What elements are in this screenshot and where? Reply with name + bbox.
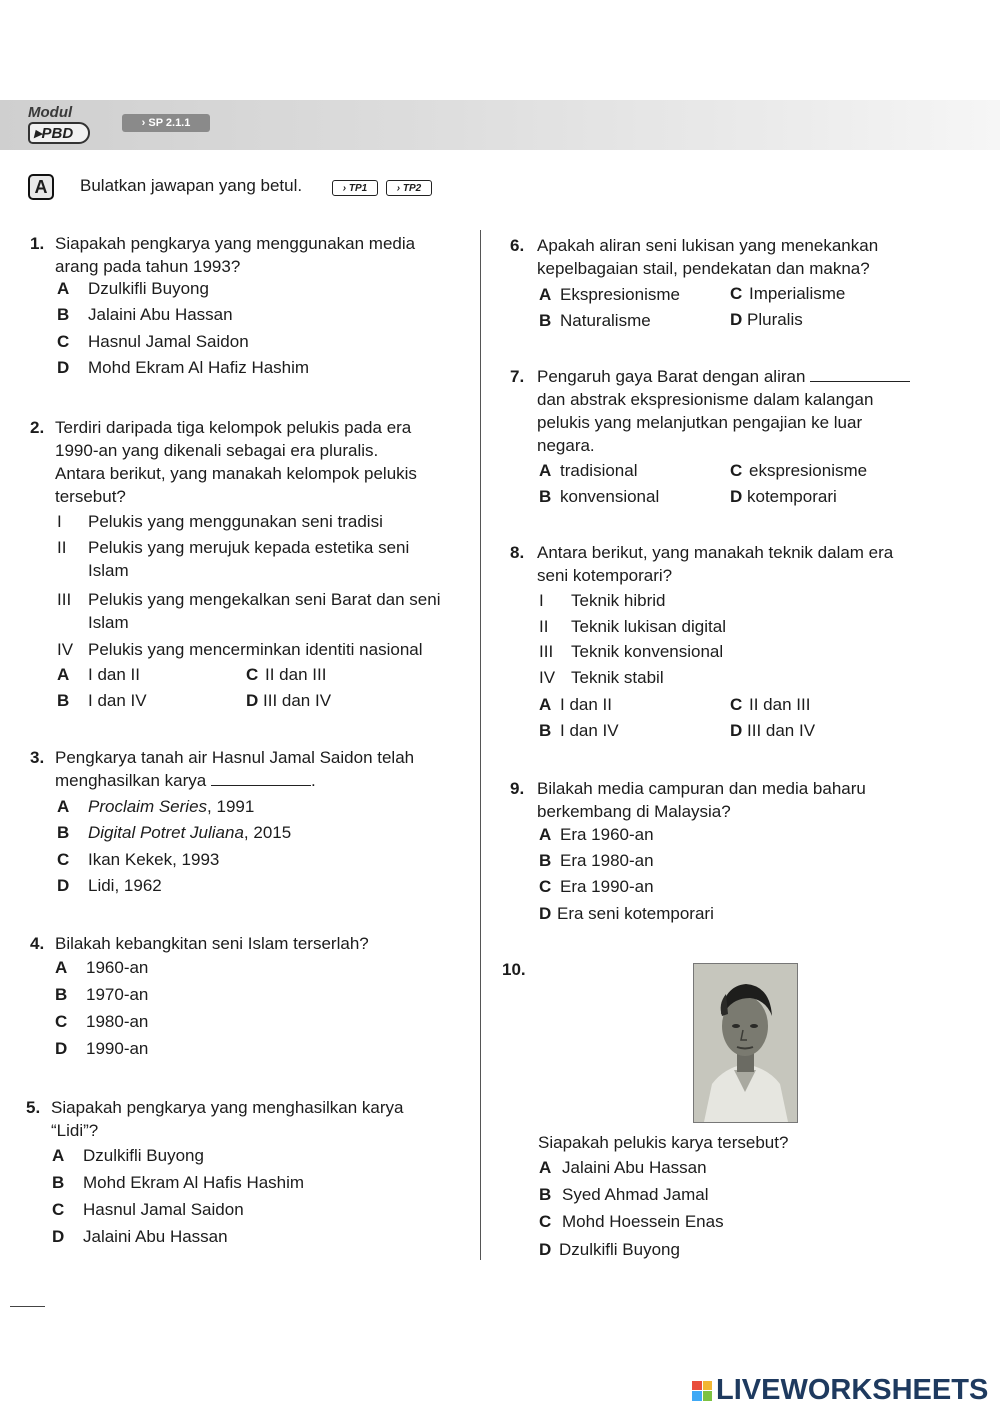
modul-label: Modul [28, 104, 73, 121]
q2-statement-3 [57, 590, 441, 632]
q9-text-line1: Bilakah media campuran dan media baharu [537, 779, 866, 798]
option-letter: C [539, 1212, 552, 1231]
option-text: Hasnul Jamal Saidon [83, 1200, 244, 1219]
q7-text-line4: negara. [537, 436, 595, 455]
option-letter: C [55, 1012, 68, 1031]
option-letter: D [55, 1039, 68, 1058]
q10-text-line1: Siapakah pelukis karya tersebut? [538, 1133, 789, 1152]
q2-number: 2. [30, 418, 45, 437]
option-text: Ekspresionisme [560, 285, 680, 304]
section-letter: A [28, 174, 54, 200]
statement-text: Pelukis yang menggunakan seni tradisi [88, 512, 383, 531]
option-text: Mohd Hoessein Enas [562, 1212, 724, 1231]
statement-text: Islam [88, 613, 129, 632]
option-letter: D [246, 691, 259, 710]
option-letter: B [57, 823, 70, 842]
liveworksheets-icon [692, 1381, 712, 1401]
option-letter: A [52, 1146, 65, 1165]
q2-statement-2 [57, 538, 463, 580]
option-letter: B [57, 305, 70, 324]
roman-numeral: IV [539, 668, 556, 687]
option-letter: A [539, 285, 552, 304]
option-text: Digital Potret Juliana [88, 823, 244, 842]
q2-text-line4: tersebut? [55, 487, 126, 506]
question-5 [26, 1096, 466, 1146]
option-text: tradisional [560, 461, 638, 480]
q1-option-c[interactable] [57, 332, 249, 352]
statement-text: Pelukis yang merujuk kepada estetika seni [88, 538, 410, 557]
option-letter: D [539, 904, 552, 923]
q4-number: 4. [30, 934, 45, 953]
option-letter: A [57, 797, 70, 816]
option-letter: B [539, 487, 552, 506]
q1-text-line2: arang pada tahun 1993? [55, 257, 241, 276]
option-letter: D [730, 310, 743, 329]
option-text: Jalaini Abu Hassan [88, 305, 233, 324]
liveworksheets-logo[interactable] [692, 1374, 988, 1407]
footer-rule [10, 1306, 45, 1307]
q3-text-line1: Pengkarya tanah air Hasnul Jamal Saidon telah [55, 748, 415, 767]
pbd-badge: ▸ PBD [28, 122, 90, 144]
q4-option-c[interactable] [55, 1012, 148, 1032]
q8-text-line1: Antara berikut, yang manakah teknik dalam era [537, 543, 894, 562]
q3-option-b[interactable] [57, 823, 291, 843]
q1-option-b[interactable] [57, 305, 233, 325]
option-text: ekspresionisme [749, 461, 868, 480]
q3-blank [211, 785, 311, 786]
q10-option-d[interactable] [539, 1240, 680, 1260]
q6-option-c[interactable] [730, 284, 845, 304]
q6-text-line2: kepelbagaian stail, pendekatan dan makna? [537, 259, 870, 278]
q7-option-b[interactable] [539, 487, 659, 507]
q2-text-line2: 1990-an yang dikenali sebagai era pluralis. [55, 441, 379, 460]
question-2 [30, 416, 470, 512]
option-text: Era seni kotemporari [557, 904, 714, 923]
instruction: Bulatkan jawapan yang betul. [80, 176, 303, 195]
sp-code: SP 2.1.1 [148, 117, 191, 129]
q8-option-a[interactable] [539, 695, 612, 715]
option-letter: D [57, 876, 70, 895]
option-text: Mohd Ekram Al Hafiz Hashim [88, 358, 310, 377]
option-text: Imperialisme [749, 284, 846, 303]
q10-option-a[interactable] [539, 1158, 707, 1178]
question-1 [30, 232, 470, 282]
q8-text-line2: seni kotemporari? [537, 566, 673, 585]
option-letter: C [730, 284, 743, 303]
option-letter: B [539, 721, 552, 740]
option-letter: D [52, 1227, 65, 1246]
statement-text: Teknik stabil [571, 668, 664, 687]
q5-number: 5. [26, 1098, 41, 1117]
q8-statement-4 [539, 668, 664, 688]
q10-number: 10. [502, 960, 526, 979]
option-letter: B [539, 1185, 552, 1204]
option-text: 1970-an [86, 985, 149, 1004]
option-text: Ikan Kekek, 1993 [88, 850, 220, 869]
option-text: II dan III [749, 695, 811, 714]
option-text: Proclaim Series [88, 797, 208, 816]
option-text: Syed Ahmad Jamal [562, 1185, 709, 1204]
option-letter: C [57, 332, 70, 351]
option-text: Era 1960-an [560, 825, 654, 844]
option-letter: C [730, 695, 743, 714]
option-letter: B [539, 311, 552, 330]
q3-number: 3. [30, 748, 45, 767]
option-text: Mohd Ekram Al Hafis Hashim [83, 1173, 305, 1192]
option-letter: D [730, 721, 743, 740]
q5-option-b[interactable] [52, 1173, 304, 1193]
q6-option-a[interactable] [539, 285, 680, 305]
roman-numeral: III [57, 590, 72, 609]
option-text: Dzulkifli Buyong [559, 1240, 680, 1259]
question-9 [510, 777, 955, 827]
question-7 [510, 365, 955, 461]
liveworksheets-text: LIVEWORKSHEETS [716, 1374, 989, 1406]
option-text-year: , 2015 [243, 823, 292, 842]
q10-option-b[interactable] [539, 1185, 708, 1205]
statement-text: Teknik konvensional [571, 642, 724, 661]
option-letter: C [539, 877, 552, 896]
q1-text-line1: Siapakah pengkarya yang menggunakan media [55, 234, 416, 253]
q4-option-b[interactable] [55, 985, 148, 1005]
option-text: konvensional [560, 487, 660, 506]
q6-option-b[interactable] [539, 311, 651, 331]
q9-option-d[interactable] [539, 904, 714, 924]
option-text: Naturalisme [560, 311, 651, 330]
option-letter: A [539, 461, 552, 480]
q9-option-a[interactable] [539, 825, 654, 845]
option-letter: A [55, 958, 68, 977]
q7-option-c[interactable] [730, 461, 867, 481]
option-text: III dan IV [263, 691, 332, 710]
option-text: Era 1980-an [560, 851, 654, 870]
option-letter: D [539, 1240, 552, 1259]
question-3: 3. Pengkarya tanah air Hasnul Jamal Saidon telah menghasilkan karya . [30, 748, 415, 790]
option-text-year: , 1991 [207, 797, 255, 816]
option-text: I dan II [88, 665, 140, 684]
q7-number: 7. [510, 367, 525, 386]
q3-option-d[interactable] [57, 876, 162, 896]
tp1-badge: › TP1 [332, 180, 378, 196]
option-text: 1960-an [86, 958, 149, 977]
q7-option-d[interactable] [730, 487, 837, 507]
q2-option-c[interactable] [246, 665, 326, 685]
q8-statement-1 [539, 591, 666, 611]
option-letter: D [57, 358, 70, 377]
q3-text-line2: menghasilkan karya [55, 771, 207, 790]
question-4 [30, 932, 470, 958]
option-text: III dan IV [747, 721, 816, 740]
q2-option-a[interactable] [57, 665, 140, 685]
statement-text: Teknik lukisan digital [571, 617, 726, 636]
q8-statement-3 [539, 642, 724, 662]
q8-option-b[interactable] [539, 721, 619, 741]
option-text: Dzulkifli Buyong [83, 1146, 204, 1165]
q7-text-line2: dan abstrak ekspresionisme dalam kalangan [537, 390, 874, 409]
option-text: Jalaini Abu Hassan [83, 1227, 228, 1246]
statement-text: Teknik hibrid [571, 591, 666, 610]
q3-option-c[interactable] [57, 850, 219, 870]
q2-option-b[interactable] [57, 691, 147, 711]
option-text: Era 1990-an [560, 877, 654, 896]
q8-option-c[interactable] [730, 695, 810, 715]
sp-code-badge: › SP 2.1.1 [122, 114, 210, 132]
option-text: Hasnul Jamal Saidon [88, 332, 249, 351]
statement-text: Islam [88, 561, 129, 580]
question-6 [510, 234, 955, 284]
q2-statement-4 [57, 640, 423, 660]
q4-option-a[interactable] [55, 958, 148, 978]
question-8 [510, 541, 955, 591]
q8-statement-2 [539, 617, 726, 637]
option-text: Dzulkifli Buyong [88, 279, 209, 298]
roman-numeral: II [57, 538, 67, 557]
statement-text: Pelukis yang mencerminkan identiti nasional [88, 640, 423, 659]
option-text: Jalaini Abu Hassan [562, 1158, 707, 1177]
q2-text-line1: Terdiri daripada tiga kelompok pelukis pada era [55, 418, 412, 437]
option-letter: A [57, 665, 70, 684]
option-letter: B [55, 985, 68, 1004]
tp2-badge: › TP2 [386, 180, 432, 196]
tp2-label: TP2 [402, 182, 422, 194]
q4-text-line1: Bilakah kebangkitan seni Islam terserlah? [55, 934, 369, 953]
option-letter: B [539, 851, 552, 870]
option-letter: B [57, 691, 70, 710]
q6-text-line1: Apakah aliran seni lukisan yang menekankan [537, 236, 879, 255]
q3-option-a[interactable] [57, 797, 254, 817]
q5-text-line1: Siapakah pengkarya yang menghasilkan karya [51, 1098, 404, 1117]
roman-numeral: I [57, 512, 62, 531]
roman-numeral: I [539, 591, 544, 610]
q9-option-c[interactable] [539, 877, 654, 897]
statement-text: Pelukis yang mengekalkan seni Barat dan seni [88, 590, 441, 609]
q9-option-b[interactable] [539, 851, 654, 871]
q2-option-d[interactable] [246, 691, 331, 711]
pbd-label: PBD [41, 124, 74, 142]
option-text: II dan III [265, 665, 327, 684]
q7-text-line1: Pengaruh gaya Barat dengan aliran [537, 367, 806, 386]
option-text: kotemporari [747, 487, 837, 506]
option-text: I dan IV [560, 721, 619, 740]
portrait-photo [693, 963, 798, 1123]
q6-number: 6. [510, 236, 525, 255]
q7-text-line3: pelukis yang melanjutkan pengajian ke luar [537, 413, 863, 432]
portrait-image [694, 964, 797, 1122]
option-letter: C [52, 1200, 65, 1219]
option-letter: C [730, 461, 743, 480]
option-letter: A [539, 825, 552, 844]
option-letter: A [57, 279, 70, 298]
q9-text-line2: berkembang di Malaysia? [537, 802, 731, 821]
tp1-label: TP1 [348, 182, 368, 194]
q7-option-a[interactable] [539, 461, 638, 481]
option-text: I dan IV [88, 691, 147, 710]
roman-numeral: II [539, 617, 549, 636]
q4-option-d[interactable] [55, 1039, 148, 1059]
roman-numeral: III [539, 642, 554, 661]
q8-number: 8. [510, 543, 525, 562]
option-letter: A [539, 1158, 552, 1177]
option-letter: D [730, 487, 743, 506]
option-letter: B [52, 1173, 65, 1192]
q10-option-c[interactable] [539, 1212, 724, 1232]
q1-option-a[interactable] [57, 279, 209, 299]
option-text: 1990-an [86, 1039, 149, 1058]
option-text: I dan II [560, 695, 612, 714]
q5-option-d[interactable] [52, 1227, 228, 1247]
q5-text-line2: “Lidi”? [51, 1121, 99, 1140]
q9-number: 9. [510, 779, 525, 798]
q1-number: 1. [30, 234, 45, 253]
q2-statement-1 [57, 512, 383, 532]
q7-blank [810, 381, 910, 382]
option-letter: C [57, 850, 70, 869]
q5-option-a[interactable] [52, 1146, 204, 1166]
option-text: Pluralis [747, 310, 803, 329]
q6-option-d[interactable] [730, 310, 803, 330]
option-letter: A [539, 695, 552, 714]
q5-option-c[interactable] [52, 1200, 244, 1220]
column-divider [480, 230, 481, 1260]
q8-option-d[interactable] [730, 721, 815, 741]
option-text: Lidi, 1962 [88, 876, 162, 895]
q2-text-line3: Antara berikut, yang manakah kelompok pelukis [55, 464, 417, 483]
roman-numeral: IV [57, 640, 74, 659]
option-text: 1980-an [86, 1012, 149, 1031]
q1-option-d[interactable] [57, 358, 309, 378]
option-letter: C [246, 665, 259, 684]
